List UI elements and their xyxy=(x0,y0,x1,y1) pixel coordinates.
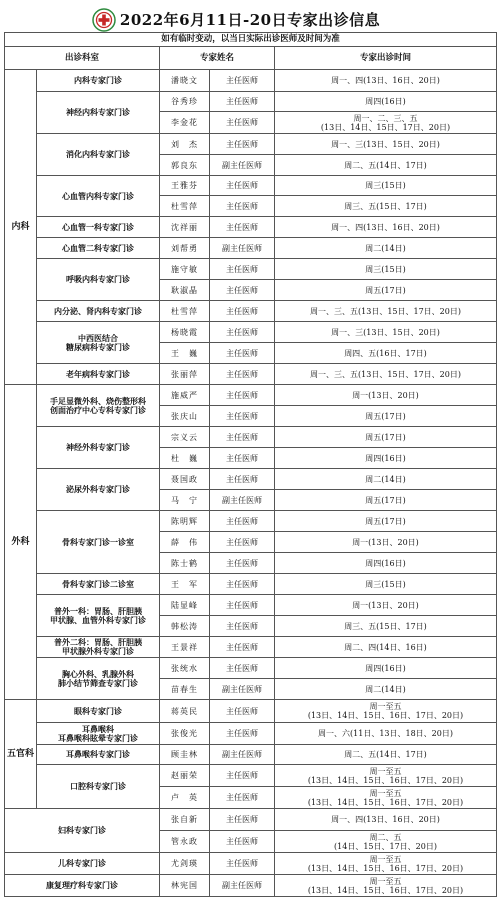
clinic-cell: 口腔科专家门诊 xyxy=(37,765,160,809)
doctor-name: 蒋英民 xyxy=(160,700,210,723)
doctor-name: 王 巍 xyxy=(160,343,210,364)
clinic-cell: 心血管一科专家门诊 xyxy=(37,217,160,238)
schedule-time: 周二、五 (14日、15日、17日、20日) xyxy=(275,831,497,853)
doctor-title: 主任医师 xyxy=(210,831,275,853)
doctor-title: 主任医师 xyxy=(210,553,275,574)
schedule-time: 周三(15日) xyxy=(275,259,497,280)
header-clinic: 出诊科室 xyxy=(5,47,160,70)
clinic-cell: 内科专家门诊 xyxy=(37,70,160,92)
schedule-time: 周一、三(13日、15日、20日) xyxy=(275,322,497,343)
doctor-name: 陈明辉 xyxy=(160,511,210,532)
clinic-cell: 耳鼻喉科专家门诊 xyxy=(37,745,160,765)
doctor-title: 主任医师 xyxy=(210,853,275,875)
schedule-time: 周五(17日) xyxy=(275,280,497,301)
clinic-cell: 心血管内科专家门诊 xyxy=(37,176,160,217)
clinic-cell: 儿科专家门诊 xyxy=(5,853,160,875)
doctor-title: 主任医师 xyxy=(210,280,275,301)
doctor-title: 副主任医师 xyxy=(210,238,275,259)
doctor-name: 沈祥丽 xyxy=(160,217,210,238)
header-doctor: 专家姓名 xyxy=(160,47,275,70)
schedule-time: 周三(15日) xyxy=(275,176,497,196)
clinic-cell: 内分泌、肾内科专家门诊 xyxy=(37,301,160,322)
schedule-time: 周一、二、三、五 (13日、14日、15日、17日、20日) xyxy=(275,112,497,134)
doctor-name: 苗春生 xyxy=(160,679,210,700)
doctor-name: 耿淑晶 xyxy=(160,280,210,301)
clinic-cell: 神经内科专家门诊 xyxy=(37,92,160,134)
clinic-cell: 骨科专家门诊一诊室 xyxy=(37,511,160,574)
schedule-time: 周四、五(16日、17日) xyxy=(275,343,497,364)
schedule-time: 周五(17日) xyxy=(275,406,497,427)
doctor-name: 尤剑瑛 xyxy=(160,853,210,875)
schedule-time: 周五(17日) xyxy=(275,490,497,511)
doctor-title: 主任医师 xyxy=(210,217,275,238)
header-schedule: 专家出诊时间 xyxy=(275,47,497,70)
doctor-name: 王景祥 xyxy=(160,637,210,658)
clinic-cell: 消化内科专家门诊 xyxy=(37,134,160,176)
doctor-name: 陆显峰 xyxy=(160,595,210,616)
doctor-name: 陈士鹤 xyxy=(160,553,210,574)
schedule-time: 周一(13日、20日) xyxy=(275,532,497,553)
doctor-name: 杜雪萍 xyxy=(160,301,210,322)
doctor-name: 施守敏 xyxy=(160,259,210,280)
doctor-name: 施威严 xyxy=(160,385,210,406)
doctor-name: 张俊光 xyxy=(160,723,210,745)
schedule-time: 周二(14日) xyxy=(275,679,497,700)
schedule-time: 周一至五 (13日、14日、15日、16日、17日、20日) xyxy=(275,765,497,787)
schedule-time: 周五(17日) xyxy=(275,511,497,532)
doctor-title: 主任医师 xyxy=(210,70,275,92)
schedule-time: 周一、三(13日、15日、20日) xyxy=(275,134,497,155)
doctor-title: 主任医师 xyxy=(210,343,275,364)
doctor-name: 张庆山 xyxy=(160,406,210,427)
doctor-name: 薛 伟 xyxy=(160,532,210,553)
schedule-time: 周一、六(11日、13日、18日、20日) xyxy=(275,723,497,745)
schedule-time: 周一至五 (13日、14日、15日、16日、17日、20日) xyxy=(275,875,497,897)
doctor-title: 主任医师 xyxy=(210,176,275,196)
doctor-name: 潘晓文 xyxy=(160,70,210,92)
schedule-time: 周一、四(13日、16日、20日) xyxy=(275,809,497,831)
doctor-title: 主任医师 xyxy=(210,427,275,448)
clinic-cell: 眼科专家门诊 xyxy=(37,700,160,723)
doctor-title: 主任医师 xyxy=(210,385,275,406)
doctor-title: 副主任医师 xyxy=(210,490,275,511)
clinic-cell: 手足显微外科、烧伤整形科 创面治疗中心专科专家门诊 xyxy=(37,385,160,427)
doctor-title: 主任医师 xyxy=(210,700,275,723)
schedule-time: 周一、四(13日、16日、20日) xyxy=(275,217,497,238)
doctor-title: 主任医师 xyxy=(210,616,275,637)
clinic-cell: 泌尿外科专家门诊 xyxy=(37,469,160,511)
dept-ent: 五官科 xyxy=(5,700,37,809)
doctor-title: 主任医师 xyxy=(210,574,275,595)
schedule-time: 周二、五(14日、17日) xyxy=(275,155,497,176)
schedule-time: 周一、四(13日、16日、20日) xyxy=(275,70,497,92)
doctor-name: 管永政 xyxy=(160,831,210,853)
doctor-name: 杨晓霞 xyxy=(160,322,210,343)
schedule-time: 周二(14日) xyxy=(275,469,497,490)
doctor-name: 王 军 xyxy=(160,574,210,595)
schedule-time: 周二、五(14日、17日) xyxy=(275,745,497,765)
clinic-cell: 普外一科：胃肠、肝胆胰 甲状腺、血管外科专家门诊 xyxy=(37,595,160,637)
clinic-cell: 呼吸内科专家门诊 xyxy=(37,259,160,301)
doctor-title: 主任医师 xyxy=(210,809,275,831)
doctor-name: 李金花 xyxy=(160,112,210,134)
doctor-name: 马 宁 xyxy=(160,490,210,511)
doctor-title: 副主任医师 xyxy=(210,679,275,700)
doctor-name: 王雅芬 xyxy=(160,176,210,196)
doctor-name: 张丽萍 xyxy=(160,364,210,385)
doctor-name: 张自新 xyxy=(160,809,210,831)
schedule-time: 周一至五 (13日、14日、15日、16日、17日、20日) xyxy=(275,787,497,809)
doctor-name: 张统水 xyxy=(160,658,210,679)
clinic-cell: 中西医结合 糖尿病科专家门诊 xyxy=(37,322,160,364)
clinic-cell: 康复理疗科专家门诊 xyxy=(5,875,160,897)
doctor-title: 副主任医师 xyxy=(210,155,275,176)
doctor-name: 杜雪萍 xyxy=(160,196,210,217)
doctor-name: 林宪国 xyxy=(160,875,210,897)
doctor-title: 主任医师 xyxy=(210,259,275,280)
doctor-title: 主任医师 xyxy=(210,196,275,217)
doctor-title: 主任医师 xyxy=(210,92,275,112)
doctor-title: 主任医师 xyxy=(210,787,275,809)
schedule-time: 周三、五(15日、17日) xyxy=(275,616,497,637)
doctor-name: 郭良东 xyxy=(160,155,210,176)
doctor-name: 赵丽荣 xyxy=(160,765,210,787)
doctor-title: 主任医师 xyxy=(210,134,275,155)
clinic-cell: 胸心外科、乳腺外科 肺小结节筛查专家门诊 xyxy=(37,658,160,700)
dept-surgery: 外科 xyxy=(5,385,37,700)
doctor-title: 主任医师 xyxy=(210,765,275,787)
doctor-title: 主任医师 xyxy=(210,322,275,343)
notice: 如有临时变动，以当日实际出诊医师及时间为准 xyxy=(5,33,497,47)
doctor-name: 刘 杰 xyxy=(160,134,210,155)
schedule-time: 周一、三、五(13日、15日、17日、20日) xyxy=(275,364,497,385)
doctor-name: 卢 英 xyxy=(160,787,210,809)
doctor-name: 谷秀珍 xyxy=(160,92,210,112)
page-title: 2022年6月11日-20日专家出诊信息 xyxy=(119,11,381,29)
doctor-title: 主任医师 xyxy=(210,637,275,658)
schedule-time: 周一(13日、20日) xyxy=(275,595,497,616)
dept-internal: 内科 xyxy=(5,70,37,385)
schedule-time: 周一(13日、20日) xyxy=(275,385,497,406)
header xyxy=(4,0,496,30)
schedule-page xyxy=(4,0,496,897)
doctor-name: 杜 巍 xyxy=(160,448,210,469)
doctor-title: 主任医师 xyxy=(210,595,275,616)
doctor-title: 主任医师 xyxy=(210,448,275,469)
schedule-time: 周一、三、五(13日、15日、17日、20日) xyxy=(275,301,497,322)
clinic-cell: 心血管二科专家门诊 xyxy=(37,238,160,259)
doctor-title: 主任医师 xyxy=(210,469,275,490)
clinic-cell: 普外二科：胃肠、肝胆胰 甲状腺外科专家门诊 xyxy=(37,637,160,658)
doctor-name: 宗义云 xyxy=(160,427,210,448)
clinic-cell: 耳鼻喉科 耳鼻喉科眩晕专家门诊 xyxy=(37,723,160,745)
doctor-title: 主任医师 xyxy=(210,301,275,322)
doctor-title: 主任医师 xyxy=(210,364,275,385)
schedule-time: 周二(14日) xyxy=(275,238,497,259)
doctor-title: 主任医师 xyxy=(210,406,275,427)
schedule-table xyxy=(4,32,497,897)
clinic-cell: 神经外科专家门诊 xyxy=(37,427,160,469)
schedule-time: 周四(16日) xyxy=(275,658,497,679)
doctor-title: 主任医师 xyxy=(210,511,275,532)
schedule-time: 周三、五(15日、17日) xyxy=(275,196,497,217)
doctor-title: 主任医师 xyxy=(210,658,275,679)
clinic-cell: 骨科专家门诊二诊室 xyxy=(37,574,160,595)
schedule-time: 周四(16日) xyxy=(275,92,497,112)
doctor-title: 副主任医师 xyxy=(210,745,275,765)
doctor-name: 刘帮勇 xyxy=(160,238,210,259)
clinic-cell: 老年病科专家门诊 xyxy=(37,364,160,385)
doctor-title: 副主任医师 xyxy=(210,875,275,897)
doctor-name: 韩松涛 xyxy=(160,616,210,637)
schedule-time: 周二、四(14日、16日) xyxy=(275,637,497,658)
schedule-time: 周三(15日) xyxy=(275,574,497,595)
doctor-title: 主任医师 xyxy=(210,532,275,553)
doctor-title: 主任医师 xyxy=(210,112,275,134)
schedule-time: 周一至五 (13日、14日、15日、16日、17日、20日) xyxy=(275,700,497,723)
schedule-time: 周一至五 (13日、14日、15日、16日、17日、20日) xyxy=(275,853,497,875)
schedule-time: 周五(17日) xyxy=(275,427,497,448)
clinic-cell: 妇科专家门诊 xyxy=(5,809,160,853)
schedule-time: 周四(16日) xyxy=(275,553,497,574)
schedule-time: 周四(16日) xyxy=(275,448,497,469)
doctor-name: 顾圭林 xyxy=(160,745,210,765)
doctor-name: 聂国政 xyxy=(160,469,210,490)
doctor-title: 主任医师 xyxy=(210,723,275,745)
